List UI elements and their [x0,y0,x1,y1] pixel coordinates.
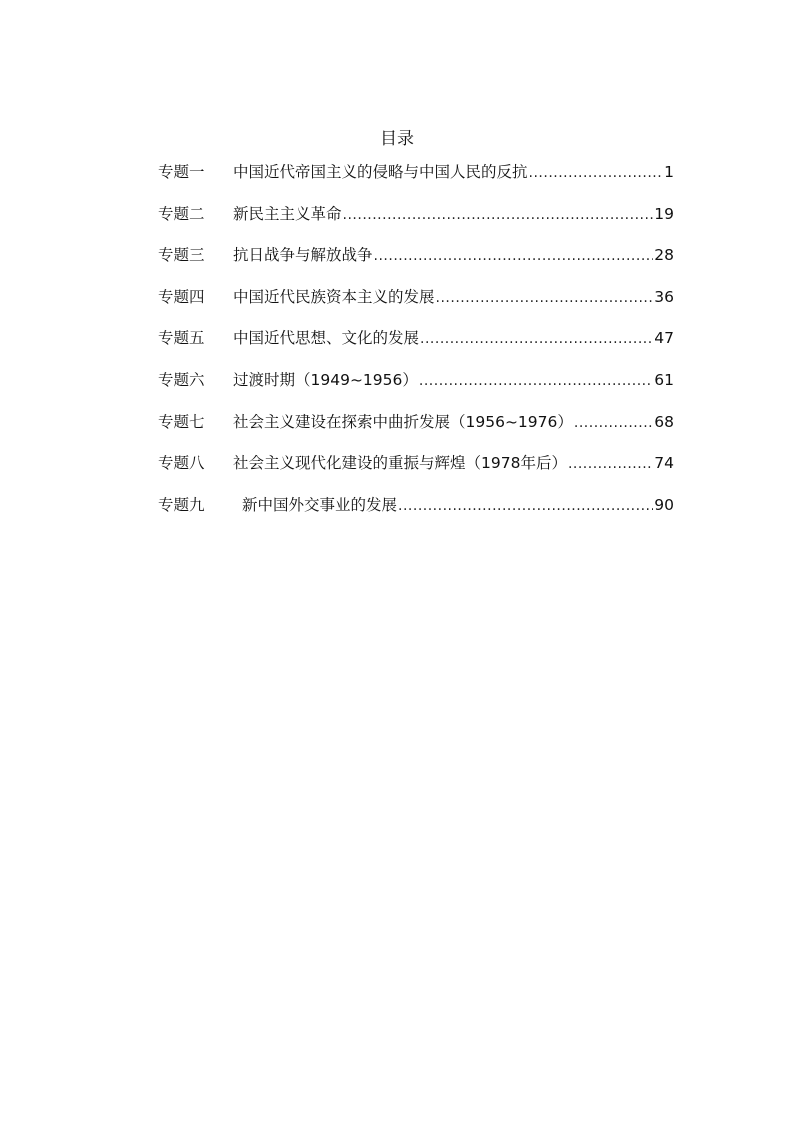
toc-entry-label: 专题六 [158,370,205,389]
toc-entry-5[interactable] [158,326,674,368]
toc-page-number: 19 [654,204,674,223]
toc-entry-label: 专题二 [158,204,205,223]
toc-entry-title: 新民主主义革命 [233,204,342,223]
toc-entry-6[interactable] [158,368,674,410]
toc-entry-title: 抗日战争与解放战争 [233,246,373,265]
toc-entry-4[interactable] [158,285,674,327]
toc-entry-label: 专题三 [158,246,205,265]
toc-dot-leader [343,203,654,227]
toc-entry-label: 专题四 [158,287,205,306]
toc-dot-leader [436,286,654,310]
toc-entry-7[interactable] [158,410,674,452]
toc-entry-8[interactable] [158,451,674,493]
toc-entry-label: 专题九 [158,495,205,514]
toc-entry-3[interactable] [158,243,674,285]
table-of-contents [158,160,674,534]
toc-dot-leader [419,369,653,393]
toc-entry-9[interactable] [158,493,674,535]
toc-page-number: 68 [654,412,674,431]
toc-entry-title: 中国近代思想、文化的发展 [233,329,420,348]
toc-dot-leader [398,494,653,518]
toc-entry-1[interactable] [158,160,674,202]
toc-page-number: 74 [654,454,674,473]
toc-entry-title: 过渡时期（1949~1956） [233,370,418,389]
toc-entry-2[interactable] [158,202,674,244]
toc-entry-label: 专题八 [158,454,205,473]
toc-entry-title: 新中国外交事业的发展 [242,495,398,514]
toc-entry-title: 社会主义建设在探索中曲折发展（1956~1976） [233,412,573,431]
toc-entry-label: 专题七 [158,412,205,431]
toc-page-number: 36 [654,287,674,306]
toc-page-number: 28 [654,246,674,265]
toc-title: 目录 [380,129,414,149]
toc-entry-title: 社会主义现代化建设的重振与辉煌（1978年后） [233,454,567,473]
toc-page-number: 61 [654,370,674,389]
toc-dot-leader [420,327,653,351]
toc-dot-leader [574,411,653,435]
toc-entry-title: 中国近代民族资本主义的发展 [233,287,435,306]
toc-dot-leader [529,161,664,185]
toc-entry-title: 中国近代帝国主义的侵略与中国人民的反抗 [233,163,528,181]
toc-page-number: 90 [654,495,674,514]
toc-dot-leader [568,452,653,476]
toc-entry-label: 专题一 [158,163,205,181]
toc-dot-leader [374,244,654,268]
toc-entry-label: 专题五 [158,329,205,348]
toc-page-number: 1 [664,163,674,181]
toc-page-number: 47 [654,329,674,348]
